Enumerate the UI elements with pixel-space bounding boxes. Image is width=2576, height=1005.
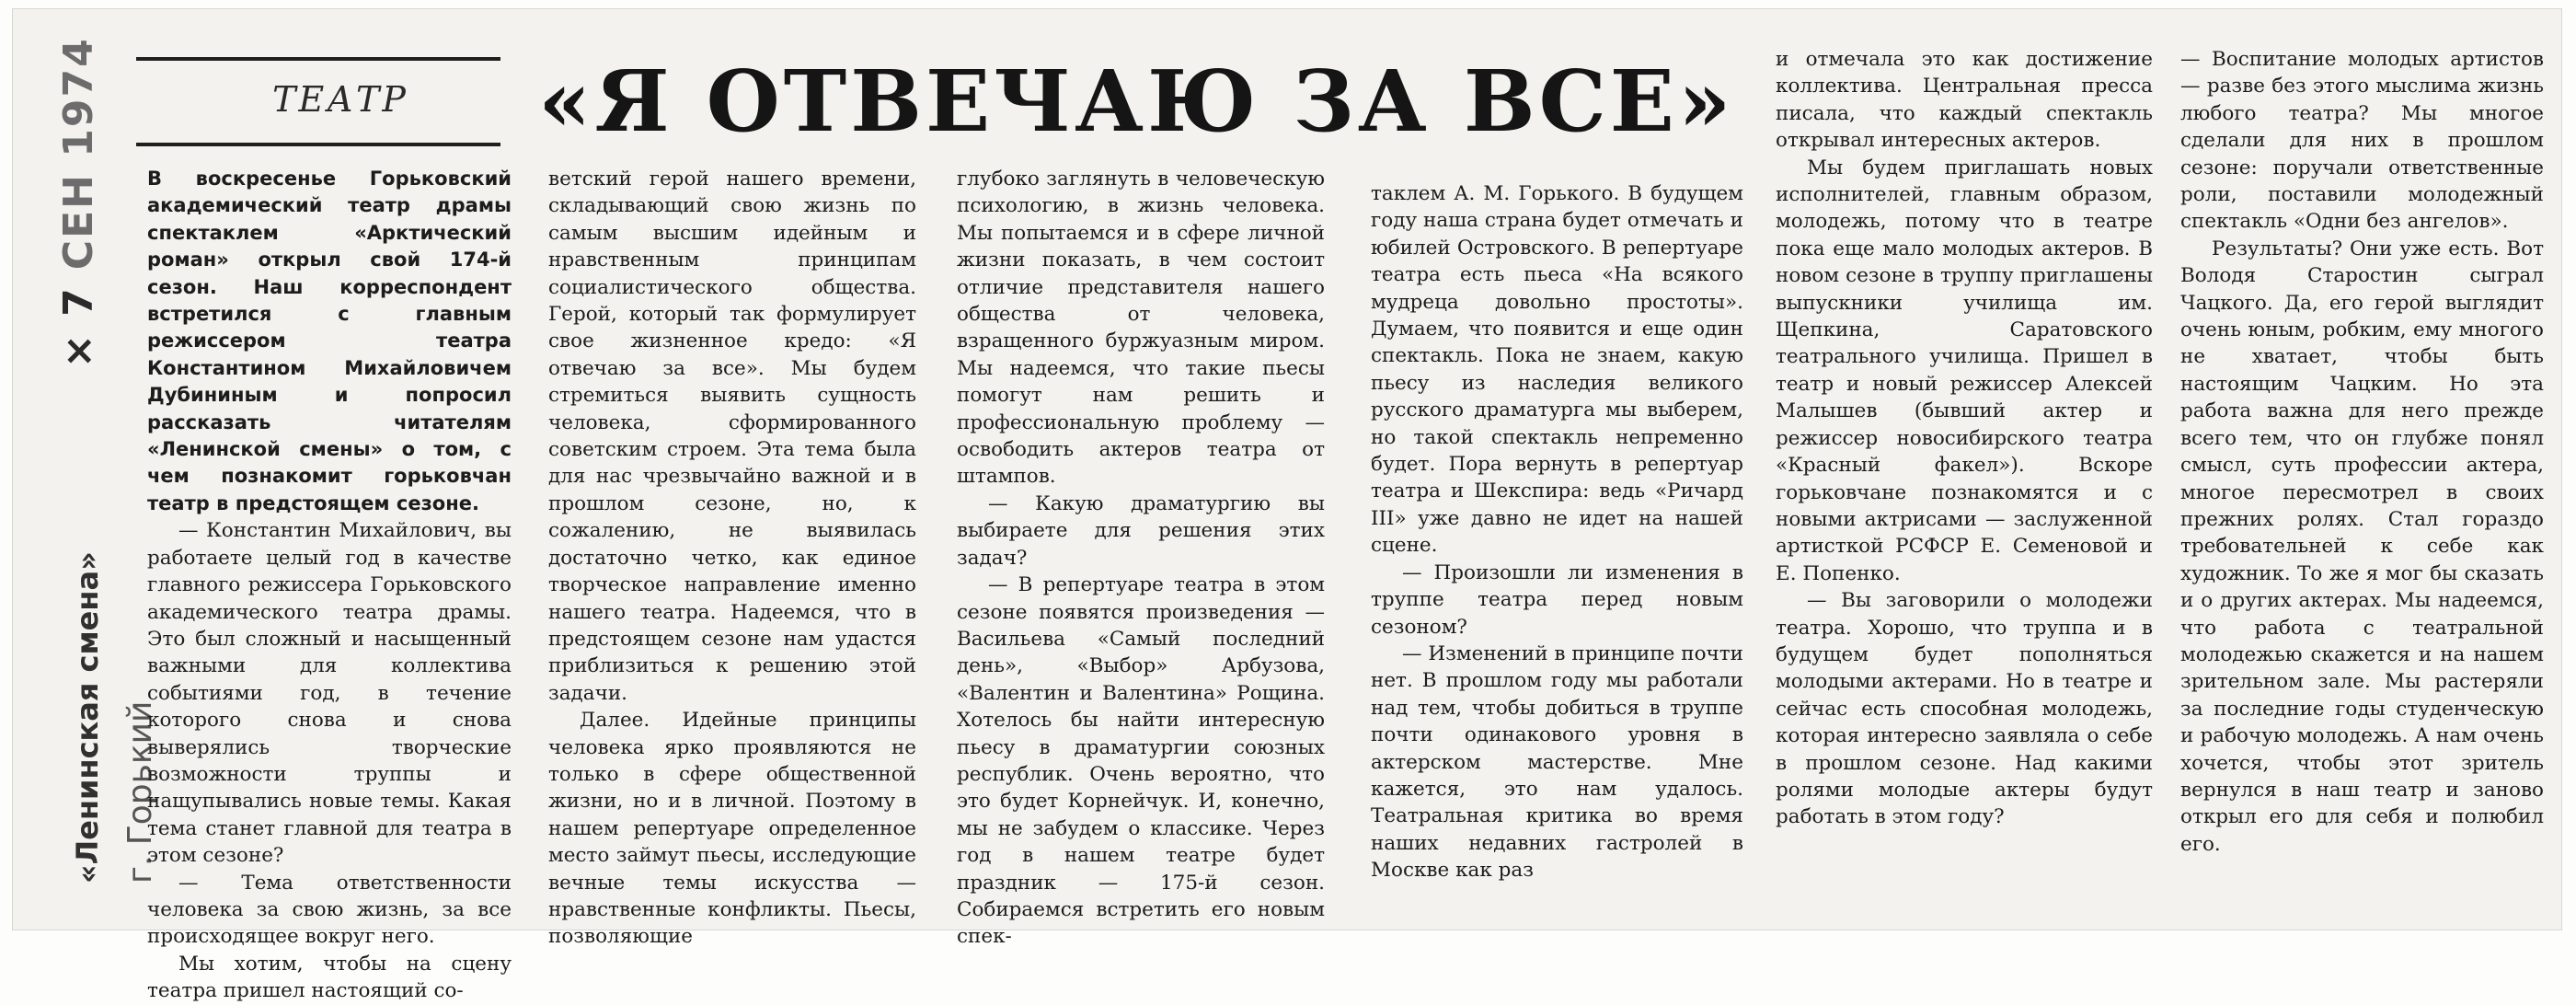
column-6 xyxy=(2180,46,2544,916)
column-4 xyxy=(1371,180,1743,902)
paragraph: — Тема ответственности человека за свою жизнь, за все происходящее вокруг него. xyxy=(147,871,512,949)
paragraph: ветский герой нашего времени, складывающий свою жизнь по самым высшим идейным и нравственным принципам социалистического общества. Герой, который так формулирует свое жизненное кредо: «Я отвечаю за все». Мы будем стремиться выявить сущность человека, сформированного советским строем. Эта тема была для нас чрезвычайно важной и в прошлом сезоне, но, к сожалению, не выявилась достаточно четко, как единое творческое направление именно нашего театра. Надеемся, что в предстоящем сезоне нам удастся приблизиться к решению этой задачи. xyxy=(548,168,916,705)
paragraph: Результаты? Они уже есть. Вот Володя Старостин сыграл Чацкого. Да, его герой выглядит очень юным, робким, ему многого не хватает, чтобы быть настоящим Чацким. Но эта работа важна для него прежде всего тем, что он глубже понял смысл, суть профессии актера, многое пересмотрел в своих прежних ролях. Стал гораздо требовательней к себе как художник. То же я мог бы сказать и о других актерах. Мы надеемся, что работа с театральной молодежью скажется и на нашем зрительном зале. Мы растеряли за последние годы студенческую и рабочую молодежь. А нам очень хочется, чтобы этот зритель вернулся в наш театр и заново открыл его для себя и полюбил его. xyxy=(2180,237,2544,856)
archive-date-stamp: × 7СЕН 1974 xyxy=(55,37,102,368)
column-5 xyxy=(1776,46,2153,916)
column-3 xyxy=(957,166,1325,949)
paragraph: таклем А. М. Горького. В будущем году наша страна будет отмечать и юбилей Островского. В репертуаре театра есть пьеса «На всякого мудреца довольно простоты». Думаем, что появится и еще один спектакль. Пока не знаем, какую пьесу из наследия великого русского драматурга мы выберем, но такой спектакль непременно будет. Пора вернуть в репертуар театра и Шекспира: ведь «Ричард III» уже давно не идет на нашей сцене. xyxy=(1371,182,1743,558)
paragraph: — Изменений в принципе почти нет. В прошлом году мы работали над тем, чтобы добиться в труппе почти одинакового уровня в актерском мастерстве. Мне кажется, это нам удалось. Театральная критика во время наших недавних гастролей в Москве как раз xyxy=(1371,641,1743,883)
source-stamp: «Ленинская смена» xyxy=(70,551,105,884)
column-1 xyxy=(147,166,512,1003)
paragraph: — В репертуаре театра в этом сезоне появятся произведения — Васильева «Самый последний день», «Выбор» Арбузова, «Валентин и Валентина» Рощина. Хотелось бы найти интересную пьесу в драматургии союзных республик. Очень вероятно, что это будет Корнейчук. И, конечно, мы не забудем о классике. Через год в нашем театре будет праздник — 175-й сезон. Собираемся встретить его новым спек- xyxy=(957,573,1325,949)
column-2 xyxy=(548,166,916,949)
paragraph: — Константин Михайлович, вы работаете целый год в качестве главного режиссера Горьковского академического театра драмы. Это был сложный и насыщенный важными для коллектива событиями год, в течение которого снова и снова выверялись творческие возможности труппы и нащупывались новые темы. Какая тема станет главной для театра в этом сезоне? xyxy=(147,519,512,868)
city-stamp: г. Горький xyxy=(121,700,159,884)
paragraph: Мы будем приглашать новых исполнителей, главным образом, молодежь, потому что в театре пока еще мало молодых актеров. В новом сезоне в труппу приглашены выпускники училища им. Щепкина, Саратовского театрального училища. Пришел в театр и новый режиссер Алексей Малышев (бывший актер и режиссер новосибирского театра «Красный факел»). Вскоре горьковчане познакомятся и с новыми актрисами — заслуженной артисткой РСФСР Е. Семеновой и Е. Попенко. xyxy=(1776,156,2153,585)
paragraph: — Произошли ли изменения в труппе театра перед новым сезоном? xyxy=(1371,560,1743,639)
paragraph: — Воспитание молодых артистов — разве без этого мыслима жизнь любого театра? Мы многое сделали для них в прошлом сезоне: поручали ответственные роли, поставили молодежный спектакль «Одни без ангелов». xyxy=(2180,48,2544,234)
headline: «Я ОТВЕЧАЮ ЗА ВСЕ» xyxy=(538,52,1735,151)
rubric-rule-top xyxy=(136,57,500,61)
paragraph: Мы хотим, чтобы на сцену театра пришел настоящий со- xyxy=(147,952,512,1003)
paragraph: — Вы заговорили о молодежи театра. Хорошо, что труппа и в будущем будет пополняться молодыми актерами. Но в театре и сейчас есть способная молодежь, которая интересно заявляла о себе в прошлом сезоне. Над какими ролями молодые актеры будут работать в этом году? xyxy=(1776,589,2153,829)
rubric-label: ТЕАТР xyxy=(272,79,408,120)
lead-paragraph: В воскресенье Горьковский академический театр драмы спектаклем «Арктический роман» открыл свой 174-й сезон. Наш корреспондент встретился с главным режиссером театра Константином Михайловичем Дубининым и попросил рассказать читателям «Ленинской смены» о том, с чем познакомит горьковчан театр в предстоящем сезоне. xyxy=(147,168,512,514)
paragraph: Далее. Идейные принципы человека ярко проявляются не только в сфере общественной жизни, но и в личной. Поэтому в нашем репертуаре определенное место займут пьесы, исследующие вечные темы искусства — нравственные конфликты. Пьесы, позволяющие xyxy=(548,709,916,949)
paragraph: — Какую драматургию вы выбираете для решения этих задач? xyxy=(957,491,1325,570)
rubric-rule-bottom xyxy=(136,143,500,146)
paragraph: глубоко заглянуть в человеческую психологию, в жизнь человека. Мы попытаемся и в сфере личной жизни показать, в чем состоит отличие представителя нашего общества от человека, взращенного буржуазным миром. Мы надеемся, что такие пьесы помогут нам решить и профессиональную проблему — освободить актеров театра от штампов. xyxy=(957,168,1325,489)
paragraph: и отмечала это как достижение коллектива. Центральная пресса писала, что каждый спектакль открывал интересных актеров. xyxy=(1776,48,2153,153)
